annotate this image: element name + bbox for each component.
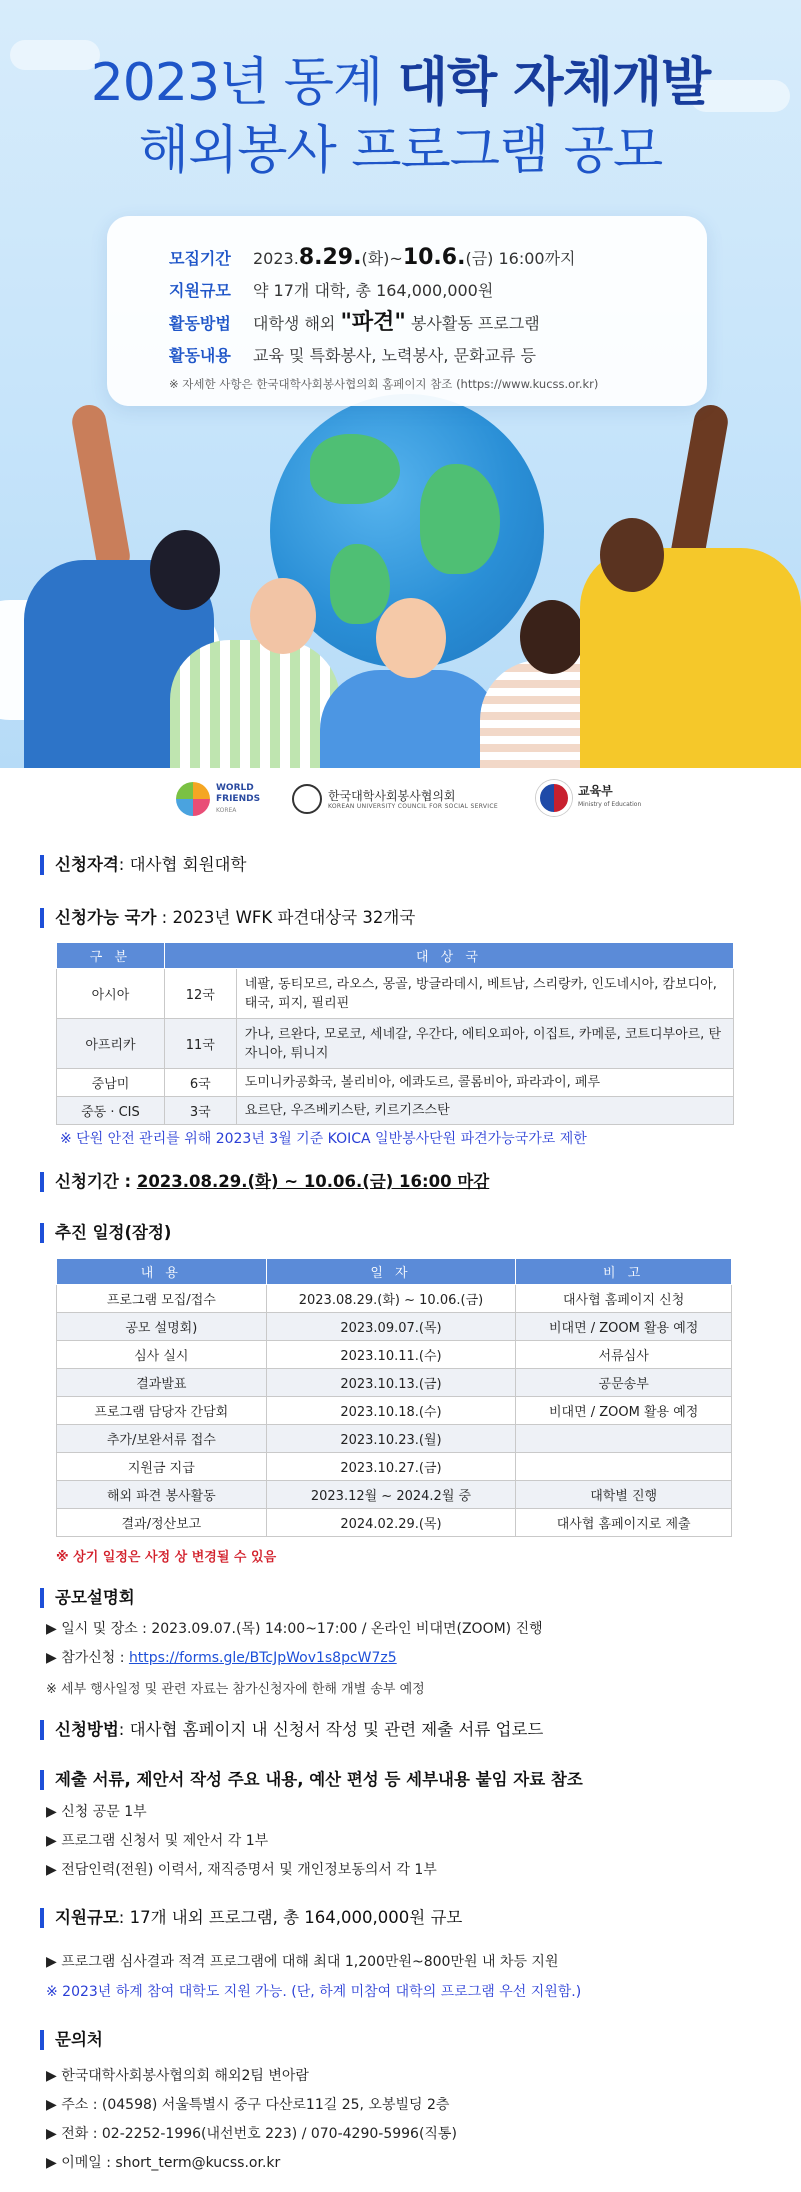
table-cell: 공모 설명회) <box>57 1313 267 1341</box>
info-row-method <box>169 307 707 340</box>
table-cell: 가나, 르완다, 모로코, 세네갈, 우간다, 에티오피아, 이집트, 카메룬, 코트디부아르, 탄자니아, 튀니지 <box>236 1019 733 1069</box>
person-center-shirt <box>320 670 500 768</box>
table-cell: 2023.08.29.(화) ~ 10.06.(금) <box>266 1285 516 1313</box>
table-cell: 중동 · CIS <box>57 1097 165 1125</box>
table-header: 구 분 <box>57 943 165 969</box>
briefing-datetime: ▶ 일시 및 장소 : 2023.09.07.(목) 14:00~17:00 / 온라인 비대면(ZOOM) 진행 <box>46 1621 543 1637</box>
table-cell: 중남미 <box>57 1069 165 1097</box>
info-box <box>107 216 707 406</box>
section-method: 신청방법: 대사협 홈페이지 내 신청서 작성 및 관련 제출 서류 업로드 <box>40 1720 543 1740</box>
table-cell: 요르단, 우즈베키스탄, 키르기즈스탄 <box>236 1097 733 1125</box>
section-scale: 지원규모: 17개 내외 프로그램, 총 164,000,000원 규모 <box>40 1908 462 1928</box>
person-head <box>520 600 584 674</box>
table-cell: 결과발표 <box>57 1369 267 1397</box>
table-cell: 해외 파견 봉사활동 <box>57 1481 267 1509</box>
table-cell: 지원금 지급 <box>57 1453 267 1481</box>
document-item: ▶ 전담인력(전원) 이력서, 재직증명서 및 개인정보동의서 각 1부 <box>46 1862 437 1878</box>
table-row <box>57 1509 732 1537</box>
table-cell: 2023.10.18.(수) <box>266 1397 516 1425</box>
table-row <box>57 1481 732 1509</box>
ministry-of-education-logo: 교육부 Ministry of Education <box>536 780 641 816</box>
table-cell: 2023.10.27.(금) <box>266 1453 516 1481</box>
table-cell: 11국 <box>164 1019 236 1069</box>
scale-detail: ▶ 프로그램 심사결과 적격 프로그램에 대해 최대 1,200만원~800만원 내 차등 지원 <box>46 1954 559 1970</box>
person-head <box>376 598 446 678</box>
table-cell: 결과/정산보고 <box>57 1509 267 1537</box>
info-value: 2023.8.29.(화)~10.6.(금) 16:00까지 <box>253 245 576 270</box>
table-header: 일 자 <box>266 1259 516 1285</box>
table-header-row <box>57 943 734 969</box>
table-cell: 프로그램 담당자 간담회 <box>57 1397 267 1425</box>
person-head <box>150 530 220 610</box>
table-cell: 비대면 / ZOOM 활용 예정 <box>516 1313 732 1341</box>
table-cell: 도미니카공화국, 볼리비아, 에콰도르, 콜롬비아, 파라과이, 페루 <box>236 1069 733 1097</box>
table-cell: 공문송부 <box>516 1369 732 1397</box>
table-cell: 3국 <box>164 1097 236 1125</box>
info-row-content <box>169 340 707 372</box>
hero-title-line1: 2023년 동계 대학 자체개발 <box>90 53 711 113</box>
briefing-note: ※ 세부 행사일정 및 관련 자료는 참가신청자에 한해 개별 송부 예정 <box>46 1682 425 1697</box>
person-head <box>250 578 316 654</box>
table-row <box>57 1425 732 1453</box>
table-cell: 2023.10.11.(수) <box>266 1341 516 1369</box>
world-friends-logo: WORLD FRIENDS KOREA <box>176 782 260 816</box>
section-eligibility: 신청자격: 대사협 회원대학 <box>40 855 246 875</box>
contact-item: ▶ 한국대학사회봉사협의회 해외2팀 변아람 <box>46 2068 309 2084</box>
schedule-table <box>56 1258 732 1537</box>
table-cell: 2023.09.07.(목) <box>266 1313 516 1341</box>
table-cell: 2024.02.29.(목) <box>266 1509 516 1537</box>
table-cell: 네팔, 동티모르, 라오스, 몽골, 방글라데시, 베트남, 스리랑카, 인도네시아, 캄보디아, 태국, 피지, 필리핀 <box>236 969 733 1019</box>
table-cell: 12국 <box>164 969 236 1019</box>
table-cell: 대사협 홈페이지로 제출 <box>516 1509 732 1537</box>
table-cell: 대학별 진행 <box>516 1481 732 1509</box>
countries-note: ※ 단원 안전 관리를 위해 2023년 3월 기준 KOICA 일반봉사단원 파견가능국가로 제한 <box>60 1131 587 1147</box>
section-period: 신청기간 : 2023.08.29.(화) ~ 10.06.(금) 16:00 마감 <box>40 1172 489 1192</box>
hero-banner <box>0 0 801 768</box>
table-row <box>57 1019 734 1069</box>
section-contact: 문의처 <box>40 2030 103 2050</box>
table-cell: 아시아 <box>57 969 165 1019</box>
contact-item: ▶ 주소 : (04598) 서울특별시 중구 다산로11길 25, 오봉빌딩 2층 <box>46 2097 450 2113</box>
signup-link[interactable]: https://forms.gle/BTcJpWov1s8pcW7z5 <box>128 1650 397 1666</box>
table-cell: 아프리카 <box>57 1019 165 1069</box>
person-head <box>600 518 664 592</box>
info-value: 약 17개 대학, 총 164,000,000원 <box>253 281 494 300</box>
info-label: 활동방법 <box>169 314 231 333</box>
table-cell: 서류심사 <box>516 1341 732 1369</box>
document-item: ▶ 신청 공문 1부 <box>46 1804 147 1820</box>
table-cell: 2023.10.13.(금) <box>266 1369 516 1397</box>
table-cell: 6국 <box>164 1069 236 1097</box>
kucss-logo: 한국대학사회봉사협의회 KOREAN UNIVERSITY COUNCIL FOR SOCIAL SERVICE <box>292 784 498 814</box>
info-note: ※ 자세한 사항은 한국대학사회봉사협의회 홈페이지 참조 (https://www.kucss.or.kr) <box>169 377 599 391</box>
info-row-support <box>169 275 707 307</box>
scale-note: ※ 2023년 하계 참여 대학도 지원 가능. (단, 하계 미참여 대학의 프로그램 우선 지원함.) <box>46 1984 582 2000</box>
table-cell: 비대면 / ZOOM 활용 예정 <box>516 1397 732 1425</box>
world-friends-icon <box>176 782 210 816</box>
hero-title-line2: 해외봉사 프로그램 공모 <box>138 121 663 181</box>
contact-item: ▶ 이메일 : short_term@kucss.or.kr <box>46 2155 281 2171</box>
info-value: 대학생 해외 "파견" 봉사활동 프로그램 <box>253 310 540 335</box>
table-cell: 프로그램 모집/접수 <box>57 1285 267 1313</box>
table-cell: 심사 실시 <box>57 1341 267 1369</box>
table-header: 대 상 국 <box>164 943 733 969</box>
table-cell: 2023.12월 ~ 2024.2월 중 <box>266 1481 516 1509</box>
info-label: 활동내용 <box>169 346 231 365</box>
table-cell: 대사협 홈페이지 신청 <box>516 1285 732 1313</box>
section-schedule: 추진 일정(잠정) <box>40 1223 171 1243</box>
table-header: 비 고 <box>516 1259 732 1285</box>
logo-bar <box>0 772 801 836</box>
kucss-emblem-icon <box>292 784 322 814</box>
table-row <box>57 1097 734 1125</box>
table-cell <box>516 1453 732 1481</box>
table-row <box>57 1285 732 1313</box>
briefing-signup: ▶ 참가신청 : https://forms.gle/BTcJpWov1s8pcW7z5 <box>46 1650 397 1666</box>
table-row <box>57 1313 732 1341</box>
info-label: 모집기간 <box>169 249 231 268</box>
table-header: 내 용 <box>57 1259 267 1285</box>
table-cell: 2023.10.23.(월) <box>266 1425 516 1453</box>
taegeuk-icon <box>536 780 572 816</box>
table-row <box>57 1341 732 1369</box>
info-label: 지원규모 <box>169 281 231 300</box>
table-row <box>57 1369 732 1397</box>
table-row <box>57 1069 734 1097</box>
schedule-note: ※ 상기 일정은 사정 상 변경될 수 있음 <box>56 1550 277 1565</box>
section-documents: 제출 서류, 제안서 작성 주요 내용, 예산 편성 등 세부내용 붙임 자료 참조 <box>40 1770 583 1790</box>
info-row-recruit <box>169 242 707 275</box>
contact-item: ▶ 전화 : 02-2252-1996(내선번호 223) / 070-4290-5996(직통) <box>46 2126 457 2142</box>
section-countries: 신청가능 국가 : 2023년 WFK 파견대상국 32개국 <box>40 908 415 928</box>
table-row <box>57 1453 732 1481</box>
section-briefing: 공모설명회 <box>40 1588 135 1608</box>
table-cell <box>516 1425 732 1453</box>
person-striped-shirt <box>170 640 340 768</box>
document-item: ▶ 프로그램 신청서 및 제안서 각 1부 <box>46 1833 269 1849</box>
raised-arm-left <box>69 402 132 575</box>
info-value: 교육 및 특화봉사, 노력봉사, 문화교류 등 <box>253 346 536 365</box>
table-row <box>57 1397 732 1425</box>
table-header-row <box>57 1259 732 1285</box>
table-cell: 추가/보완서류 접수 <box>57 1425 267 1453</box>
countries-table <box>56 942 734 1125</box>
table-row <box>57 969 734 1019</box>
